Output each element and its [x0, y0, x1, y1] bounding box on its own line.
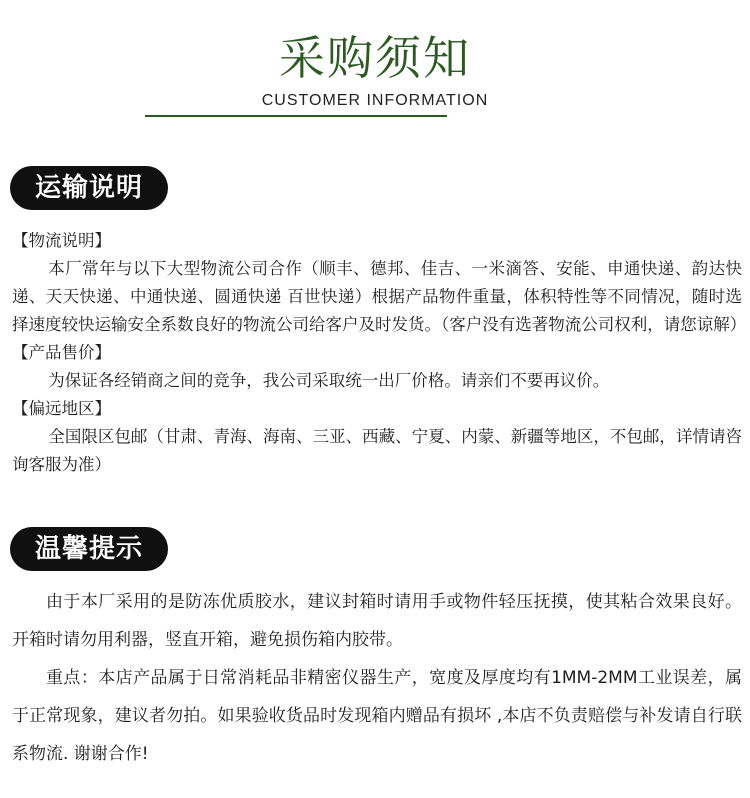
- title-underline: [145, 115, 447, 117]
- shipping-section-label: 运输说明: [10, 166, 168, 210]
- tips-section-label: 温馨提示: [10, 527, 168, 571]
- remote-text: 全国限区包邮（甘肃、青海、海南、三亚、西藏、宁夏、内蒙、新疆等地区，不包邮，详情请咨询客服为准）: [12, 427, 742, 474]
- logistics-text: 本厂常年与以下大型物流公司合作（顺丰、德邦、佳吉、一米滴答、安能、申通快递、韵达快递、天天快递、中通快递、圆通快递 百世快递）根据产品物件重量，体积特性等不同情况，随时选择速度较快运输安全系数良好的物流公司给客户及时发货。（客户没有选著物流公司权利，请您谅解）: [12, 259, 747, 334]
- remote-heading: 【偏远地区】: [12, 399, 111, 418]
- logistics-heading: 【物流说明】: [12, 231, 111, 250]
- tips-paragraph-2: 重点：本店产品属于日常消耗品非精密仪器生产，宽度及厚度均有1MM-2MM工业误差，属于正常现象，建议者勿拍。如果验收货品时发现箱内赠品有损坏 ,本店不负责赔偿与补发请自行联系物流. 谢谢合作!: [12, 668, 742, 764]
- price-text: 为保证各经销商之间的竞争，我公司采取统一出厂价格。请亲们不要再议价。: [48, 371, 610, 390]
- shipping-section: [12, 227, 747, 479]
- tips-paragraph-1: 由于本厂采用的是防冻优质胶水，建议封箱时请用手或物件轻压抚摸，使其粘合效果良好。开箱时请勿用利器，竖直开箱，避免损伤箱内胶带。: [12, 592, 742, 650]
- page-subtitle: CUSTOMER INFORMATION: [261, 92, 489, 109]
- price-heading: 【产品售价】: [12, 343, 111, 362]
- page-title: 采购须知: [279, 31, 471, 85]
- tips-section: [12, 583, 742, 773]
